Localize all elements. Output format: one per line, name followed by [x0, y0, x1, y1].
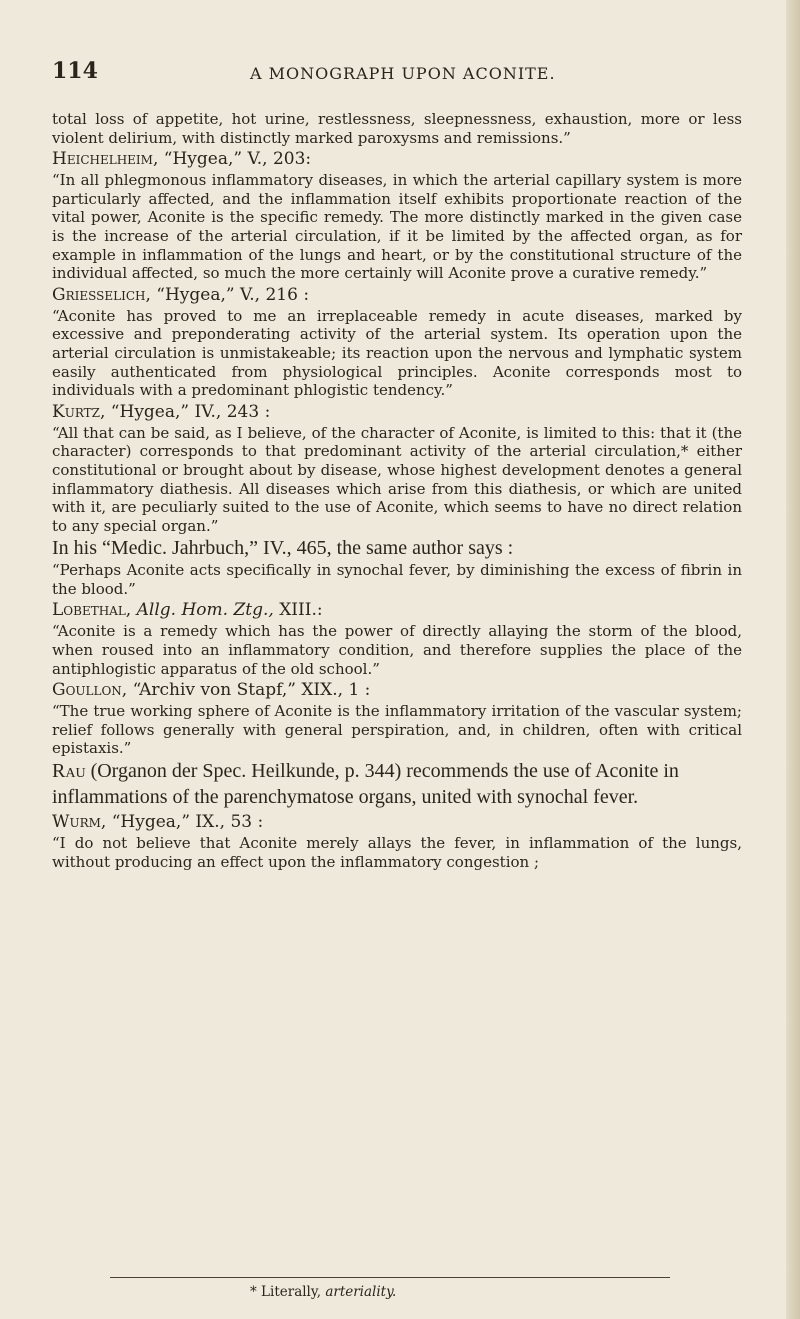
- citation-heichelheim: [52, 148, 742, 170]
- quote-paragraph: “All that can be said, as I believe, of the character of Aconite, is limited to this: that it (the character) corresponds to that predominant activity of the arterial circulation,* either constitutional or brought about by disease, whose highest development denotes a general inflammatory diathesis. All diseases which arise from this diathesis, or which are united with it, are peculiarly suited to the use of Aconite, which seems to have no direct relation to any special organ.”: [52, 423, 742, 535]
- running-title: A MONOGRAPH UPON ACONITE.: [250, 64, 556, 83]
- quote-paragraph: “In all phlegmonous inflammatory diseases, in which the arterial capillary system is more particularly affected, and the inflammation itself exhibits proportionate reaction of the vital power, Aconite is the specific remedy. The more distinctly marked in the given case is the increase of the arterial circulation, if it be limited by the affected organ, as for example in inflammation of the lungs and heart, or by the constitutional structure of the individual affected, so much the more certainly will Aconite prove a curative remedy.”: [52, 171, 742, 283]
- citation-wurm: [52, 811, 742, 833]
- quote-paragraph: “Aconite is a remedy which has the power of directly allaying the storm of the blood, when roused into an inflammatory condition, and therefore supplies the place of the antiphlogistic apparatus of the old school.”: [52, 622, 742, 678]
- citation-rau: [52, 758, 742, 810]
- citation-source: XIII.:: [279, 600, 323, 621]
- footnote-term: arteriality.: [325, 1284, 397, 1300]
- page-edge-shadow: [786, 0, 800, 1319]
- footnote-rule: [110, 1277, 670, 1278]
- citation-source-italic: Allg. Hom. Ztg.,: [136, 600, 274, 621]
- page-number: 114: [52, 58, 98, 84]
- quote-paragraph: “The true working sphere of Aconite is the inflammatory irritation of the vascular system; relief follows generally with general perspiration, and, in children, often with critical epistaxis.”: [52, 702, 742, 758]
- footnote: [250, 1284, 396, 1300]
- citation-author: Griesselich,: [52, 284, 151, 305]
- footnote-marker: * Literally,: [250, 1284, 322, 1300]
- quote-paragraph: “I do not believe that Aconite merely allays the fever, in inflammation of the lungs, without producing an effect upon the inflammatory congestion ;: [52, 834, 742, 871]
- citation-source: “Archiv von Stapf,” XIX., 1 :: [132, 680, 371, 701]
- quote-paragraph: “Perhaps Aconite acts specifically in synochal fever, by diminishing the excess of fibrin in the blood.”: [52, 561, 742, 598]
- citation-author: Kurtz,: [52, 401, 106, 422]
- citation-source: “Hygea,” IX., 53 :: [111, 812, 264, 833]
- body-text: [52, 110, 742, 871]
- citation-source: “Hygea,” V., 203:: [163, 149, 312, 170]
- citation-author: Goullon,: [52, 680, 128, 701]
- citation-source: “Hygea,” IV., 243 :: [110, 401, 271, 422]
- citation-author: Rau: [52, 760, 86, 783]
- citation-goullon: [52, 679, 742, 701]
- citation-source: “Hygea,” V., 216 :: [156, 284, 310, 305]
- citation-author: Lobethal,: [52, 600, 132, 621]
- citation-griesselich: [52, 284, 742, 306]
- citation-lobethal: [52, 599, 742, 621]
- citation-author: Heichelheim,: [52, 149, 159, 170]
- plain-paragraph-text: (Organon der Spec. Heilkunde, p. 344) recommends the use of Aconite in inflammations of the parenchymatose organs, united with synochal fever.: [52, 760, 679, 809]
- page-header: [52, 58, 742, 92]
- plain-paragraph: In his “Medic. Jahrbuch,” IV., 465, the same author says :: [52, 537, 514, 560]
- citation-author: Wurm,: [52, 812, 107, 833]
- quote-paragraph: “Aconite has proved to me an irreplaceable remedy in acute diseases, marked by excessive and preponderating activity of the arterial system. Its operation upon the arterial circulation is unmistakeable; its reaction upon the nervous and lymphatic system easily authenticated from physiological principles. Aconite corresponds most to individuals with a predominant phlogistic tendency.”: [52, 306, 742, 400]
- quote-paragraph: total loss of appetite, hot urine, restlessness, sleepnessness, exhaustion, more or less violent delirium, with distinctly marked paroxysms and remissions.”: [52, 110, 742, 147]
- citation-kurtz: [52, 401, 742, 423]
